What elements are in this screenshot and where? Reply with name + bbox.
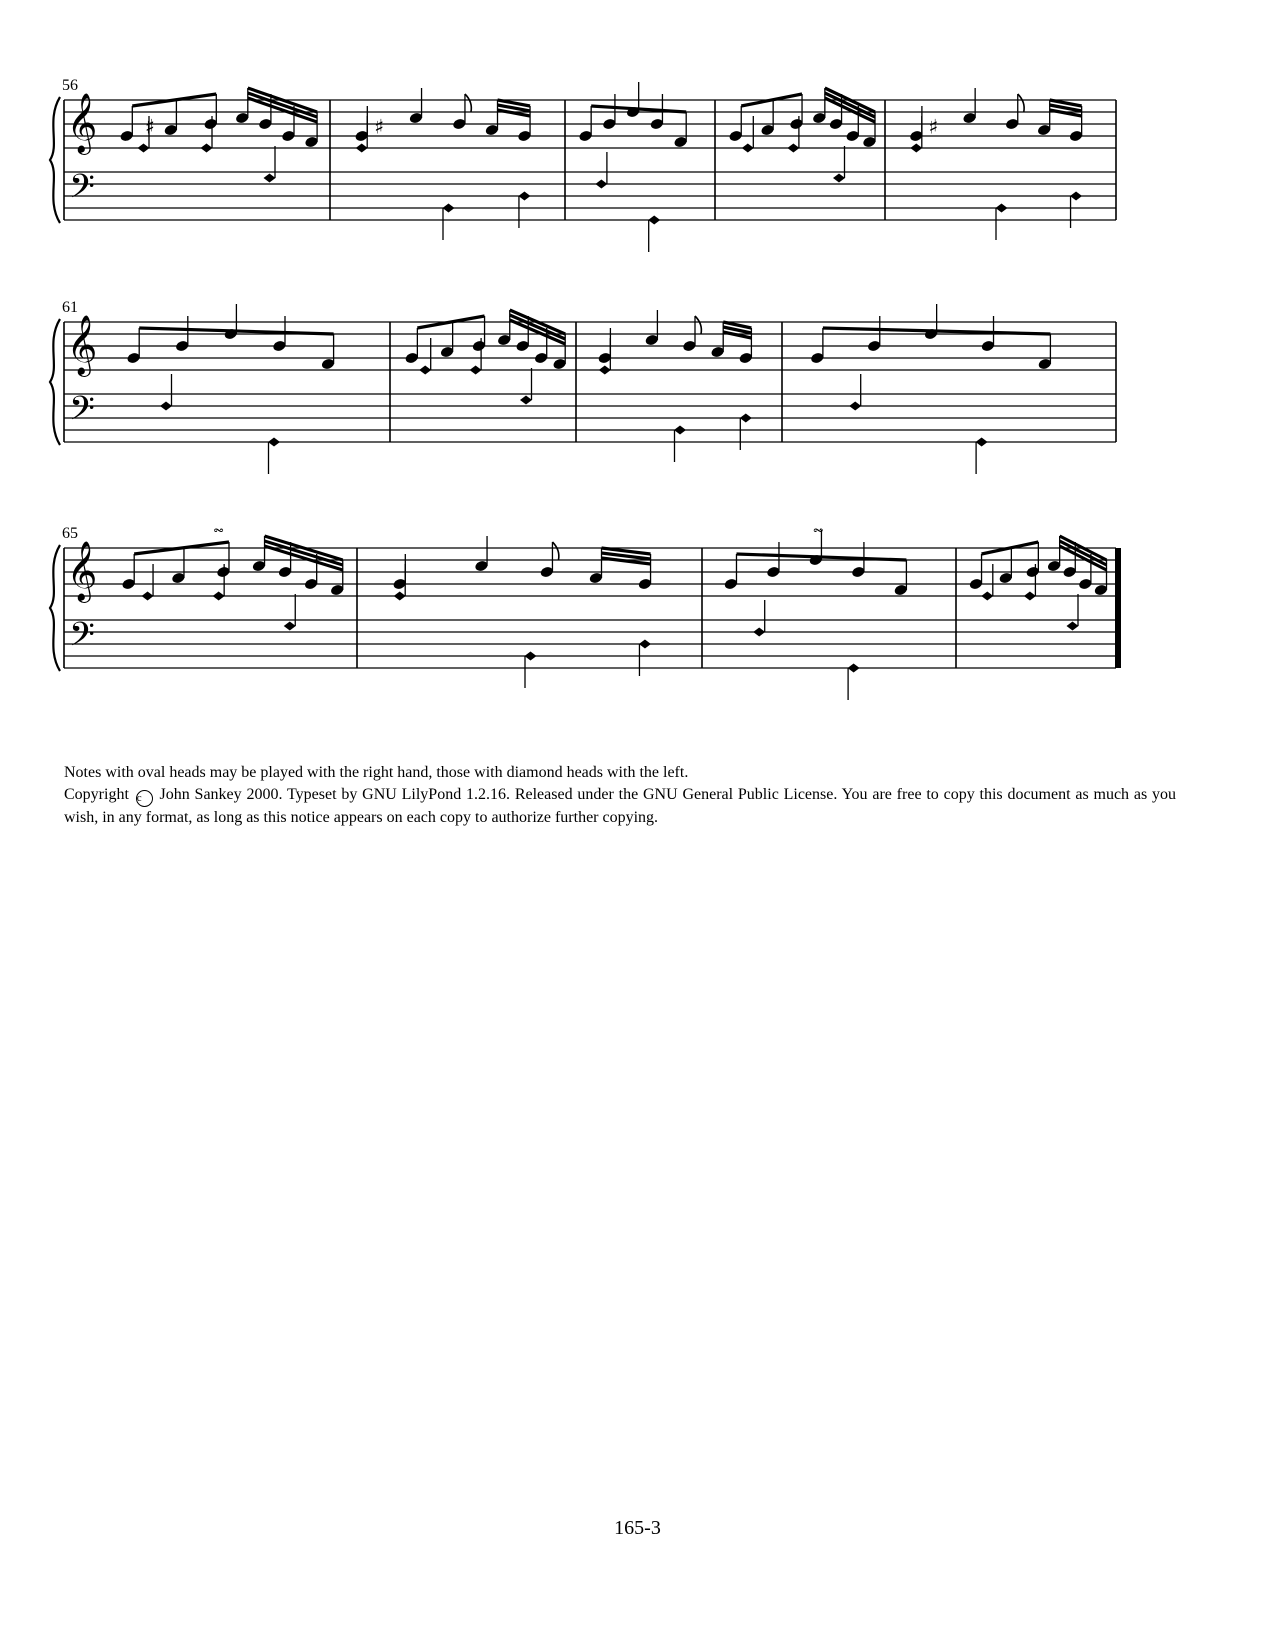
system-2 <box>50 299 1116 474</box>
copyright-text: John Sankey 2000. Typeset by GNU LilyPond 1.2.16. Released under the GNU General Public License. You are free to copy this document as much as you wish, in any format, as long as this notice appears on each copy to authorize further copying. <box>64 786 1176 826</box>
beam <box>1060 541 1107 565</box>
diamond-note-head <box>284 622 296 631</box>
diamond-note-head <box>674 426 686 435</box>
measure <box>728 88 877 183</box>
measure <box>121 518 344 631</box>
diamond-note-head <box>849 402 861 411</box>
note-flag <box>465 94 471 112</box>
measure <box>578 82 688 252</box>
diamond-note-head <box>264 174 276 183</box>
diamond-note-head <box>525 652 537 661</box>
diamond-note-head <box>419 366 431 375</box>
brace <box>50 97 60 223</box>
diamond-note-head <box>138 144 150 153</box>
measure <box>119 88 319 183</box>
measure <box>126 304 335 474</box>
beam <box>248 93 317 117</box>
diamond-note-head <box>848 664 860 673</box>
brace <box>50 319 60 445</box>
note-flag <box>1018 94 1024 112</box>
mordent-icon: 𝆗 <box>813 518 824 539</box>
bass-clef-icon: 𝄢 <box>69 616 95 662</box>
measure <box>354 88 532 240</box>
diamond-note-head <box>470 366 482 375</box>
sharp-icon: ♯ <box>928 114 939 139</box>
system-1 <box>50 77 1116 252</box>
copyright-notice <box>64 784 1176 829</box>
diamond-note-head <box>976 438 988 447</box>
mordent-icon: 𝆗 <box>213 518 224 539</box>
treble-clef-icon: 𝄞 <box>66 93 98 153</box>
note-flag <box>552 542 558 560</box>
treble-staff <box>64 100 1116 148</box>
sharp-icon: ♯ <box>374 114 384 139</box>
diamond-note-head <box>213 592 225 601</box>
diamond-note-head <box>981 592 993 601</box>
diamond-note-head <box>356 144 368 153</box>
brace <box>50 545 60 671</box>
treble-clef-icon: 𝄞 <box>66 315 98 375</box>
diamond-note-head <box>1024 592 1036 601</box>
diamond-note-head <box>1070 192 1082 201</box>
bass-staff <box>64 394 1116 442</box>
diamond-note-head <box>595 180 607 189</box>
diamond-note-head <box>833 174 845 183</box>
diamond-note-head <box>753 628 765 637</box>
diamond-note-head <box>740 414 752 423</box>
diamond-note-head <box>599 366 611 375</box>
diamond-note-head <box>742 144 754 153</box>
diamond-note-head <box>142 592 154 601</box>
copyright-icon: c <box>136 790 153 807</box>
diamond-note-head <box>443 204 455 213</box>
measure <box>969 536 1109 631</box>
measure-number: 65 <box>62 525 78 542</box>
copyright-label: Copyright <box>64 786 129 803</box>
measure <box>392 536 652 688</box>
diamond-note-head <box>394 592 406 601</box>
beam <box>510 315 565 339</box>
diamond-note-head <box>268 438 280 447</box>
diamond-note-head <box>910 144 922 153</box>
bass-staff <box>64 172 1116 220</box>
diamond-note-head <box>996 204 1008 213</box>
bass-clef-icon: 𝄢 <box>69 168 95 214</box>
system-3 <box>50 518 1121 700</box>
diamond-note-head <box>520 396 532 405</box>
beam <box>825 93 875 117</box>
beam <box>265 541 343 565</box>
treble-clef-icon: 𝄞 <box>66 541 98 601</box>
sharp-icon: ♯ <box>144 114 155 139</box>
diamond-note-head <box>201 144 213 153</box>
performance-note: Notes with oval heads may be played with the right hand, those with diamond heads with the left. <box>64 764 689 781</box>
music-score <box>0 0 1275 750</box>
bass-clef-icon: 𝄢 <box>69 390 95 436</box>
bass-staff <box>64 620 1116 668</box>
measure <box>723 518 908 700</box>
measure <box>597 310 753 462</box>
page-number: 165-3 <box>614 1517 661 1539</box>
note-flag <box>695 316 701 334</box>
measure <box>810 304 1052 474</box>
diamond-note-head <box>518 192 530 201</box>
diamond-note-head <box>1067 622 1079 631</box>
measure-number: 56 <box>62 77 78 94</box>
diamond-note-head <box>639 640 651 649</box>
measure-number: 61 <box>62 299 78 316</box>
diamond-note-head <box>648 216 660 225</box>
diamond-note-head <box>787 144 799 153</box>
measure <box>909 88 1084 240</box>
final-barline <box>1115 548 1121 668</box>
measure <box>404 310 567 405</box>
diamond-note-head <box>160 402 172 411</box>
